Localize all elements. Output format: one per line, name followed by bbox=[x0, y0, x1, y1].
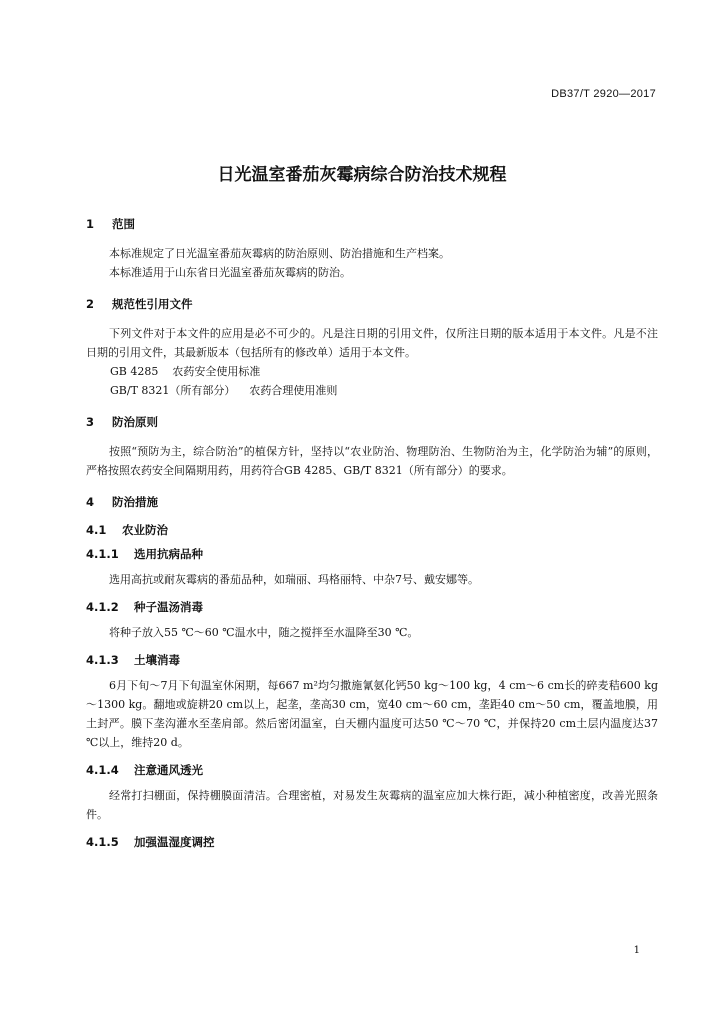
section-number: 3 bbox=[86, 415, 95, 429]
paragraph: 按照“预防为主，综合防治”的植保方针，坚持以“农业防治、物理防治、生物防治为主，化学防治为辅”的原则，严格按照农药安全间隔期用药，用药符合GB 4285、GB/T 8321（所有部分）的要求。 bbox=[86, 445, 658, 477]
subsection-heading bbox=[86, 599, 658, 615]
subsection-4-1-4 bbox=[86, 762, 658, 824]
paragraph: 将种子放入55 ℃～60 ℃温水中，随之搅拌至水温降至30 ℃。 bbox=[109, 626, 419, 639]
page-number: 1 bbox=[633, 945, 640, 956]
section-1 bbox=[86, 216, 658, 282]
standard-code: DB37/T 2920—2017 bbox=[551, 88, 656, 100]
subsection-4-1-5 bbox=[86, 834, 658, 850]
subsection-heading bbox=[86, 762, 658, 778]
reference-item bbox=[86, 381, 658, 400]
document-title: 日光温室番茄灰霉病综合防治技术规程 bbox=[217, 165, 507, 185]
reference-code: GB 4285 bbox=[110, 365, 159, 378]
subsection-title: 选用抗病品种 bbox=[134, 547, 204, 561]
subsection-number: 4.1.2 bbox=[86, 600, 119, 614]
document-body bbox=[86, 216, 658, 864]
reference-code: GB/T 8321（所有部分） bbox=[110, 384, 236, 397]
subsection-4-1-2 bbox=[86, 599, 658, 642]
subsection-heading bbox=[86, 522, 658, 538]
subsection-4-1-1 bbox=[86, 546, 658, 589]
section-heading bbox=[86, 216, 658, 232]
reference-item bbox=[86, 362, 658, 381]
paragraph: 选用高抗或耐灰霉病的番茄品种，如瑞丽、玛格丽特、中杂7号、戴安娜等。 bbox=[109, 573, 479, 586]
section-heading bbox=[86, 296, 658, 312]
section-4 bbox=[86, 494, 658, 850]
section-number: 4 bbox=[86, 495, 95, 509]
section-title: 范围 bbox=[112, 217, 136, 231]
reference-name: 农药合理使用准则 bbox=[249, 384, 338, 397]
subsection-number: 4.1.3 bbox=[86, 653, 119, 667]
section-number: 1 bbox=[86, 217, 95, 231]
subsection-number: 4.1 bbox=[86, 523, 107, 537]
subsection-heading bbox=[86, 834, 658, 850]
section-title: 防治措施 bbox=[112, 495, 159, 509]
subsection-title: 加强温湿度调控 bbox=[134, 835, 215, 849]
paragraph: 经常打扫棚面，保持棚膜面清洁。合理密植，对易发生灰霉病的温室应加大株行距，减小种植密度，改善光照条件。 bbox=[86, 789, 658, 821]
subsection-number: 4.1.1 bbox=[86, 547, 119, 561]
section-heading bbox=[86, 414, 658, 430]
subsection-4-1-3 bbox=[86, 652, 658, 752]
subsection-title: 种子温汤消毒 bbox=[134, 600, 204, 614]
paragraph: 本标准适用于山东省日光温室番茄灰霉病的防治。 bbox=[109, 266, 351, 279]
subsection-title: 农业防治 bbox=[122, 523, 169, 537]
subsection-heading bbox=[86, 652, 658, 668]
section-title: 规范性引用文件 bbox=[112, 297, 193, 311]
section-2 bbox=[86, 296, 658, 400]
paragraph: 6月下旬～7月下旬温室休闲期，每667 m²均匀撒施氰氨化钙50 kg～100 kg，4 cm～6 cm长的碎麦秸600 kg～1300 kg。翻地或旋耕20 cm以上，起垄，垄高30 cm，宽40 cm～60 cm，垄距40 cm～50 cm，覆盖地膜，用土封严。膜下垄沟灌水至垄肩部。然后密闭温室，白天棚内温度可达50 ℃～70 ℃，并保持20 cm土层内温度达37 ℃以上，维持20 d。 bbox=[86, 679, 658, 749]
section-number: 2 bbox=[86, 297, 95, 311]
subsection-heading bbox=[86, 546, 658, 562]
paragraph: 下列文件对于本文件的应用是必不可少的。凡是注日期的引用文件，仅所注日期的版本适用于本文件。凡是不注日期的引用文件，其最新版本（包括所有的修改单）适用于本文件。 bbox=[86, 327, 658, 359]
subsection-title: 土壤消毒 bbox=[134, 653, 181, 667]
section-3 bbox=[86, 414, 658, 480]
reference-name: 农药安全使用标准 bbox=[172, 365, 261, 378]
subsection-number: 4.1.4 bbox=[86, 763, 119, 777]
section-title: 防治原则 bbox=[112, 415, 159, 429]
section-heading bbox=[86, 494, 658, 510]
subsection-number: 4.1.5 bbox=[86, 835, 119, 849]
paragraph: 本标准规定了日光温室番茄灰霉病的防治原则、防治措施和生产档案。 bbox=[109, 247, 450, 260]
subsection-title: 注意通风透光 bbox=[134, 763, 204, 777]
